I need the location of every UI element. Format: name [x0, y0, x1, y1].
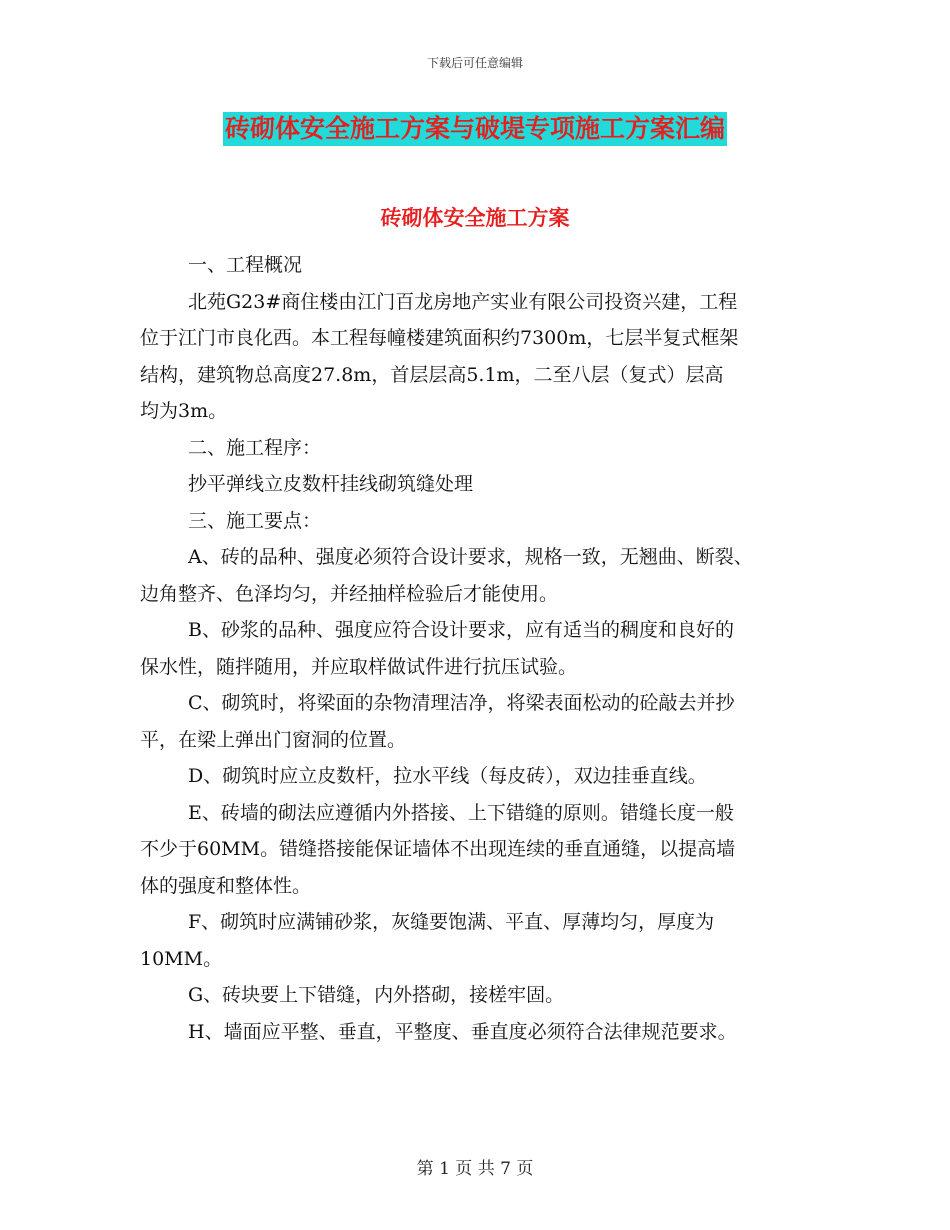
document-title — [0, 112, 950, 146]
section-title: 砖砌体安全施工方案 — [380, 205, 570, 230]
document-body — [140, 247, 820, 1050]
header-note: 下载后可任意编辑 — [426, 56, 523, 70]
heading-project-overview: 一、工程概况 — [188, 254, 303, 276]
point-a: A、砖的品种、强度必须符合设计要求，规格一致，无翘曲、断裂、 边角整齐、色泽均匀，并经抽样检验后才能使用。 — [140, 546, 753, 605]
point-b: B、砂浆的品种、强度应符合设计要求，应有适当的稠度和良好的 保水性，随拌随用，并应取样做试件进行抗压试验。 — [140, 619, 734, 678]
paragraph-project-overview: 北苑G23#商住楼由江门百龙房地产实业有限公司投资兴建，工程 位于江门市良化西。本工程每幢楼建筑面积约7300m，七层半复式框架 结构，建筑物总高度27.8m，首层层高5.1m，二至八层（复式）层高 均为3m。 — [140, 290, 739, 422]
document-title-text: 砖砌体安全施工方案与破堤专项施工方案汇编 — [223, 112, 727, 146]
point-c: C、砌筑时，将梁面的杂物清理洁净，将梁表面松动的砼敲去并抄 平，在梁上弹出门窗洞的位置。 — [140, 692, 735, 751]
point-g: G、砖块要上下错缝，内外搭砌，接槎牢固。 — [188, 984, 565, 1006]
page-footer: 第 1 页 共 7 页 — [416, 1159, 534, 1179]
paragraph-construction-procedure: 抄平弹线立皮数杆挂线砌筑缝处理 — [188, 473, 474, 495]
point-f: F、砌筑时应满铺砂浆，灰缝要饱满、平直、厚薄均匀，厚度为 10MM。 — [140, 911, 715, 970]
heading-construction-procedure: 二、施工程序： — [188, 436, 322, 459]
point-h: H、墙面应平整、垂直，平整度、垂直度必须符合法律规范要求。 — [188, 1020, 737, 1043]
point-e: E、砖墙的砌法应遵循内外搭接、上下错缝的原则。错缝长度一般 不少于60MM。错缝搭接能保证墙体不出现连续的垂直通缝，以提高墙 体的强度和整体性。 — [140, 801, 736, 897]
point-d: D、砌筑时应立皮数杆，拉水平线（每皮砖），双边挂垂直线。 — [188, 765, 707, 787]
heading-construction-points: 三、施工要点： — [188, 509, 322, 532]
